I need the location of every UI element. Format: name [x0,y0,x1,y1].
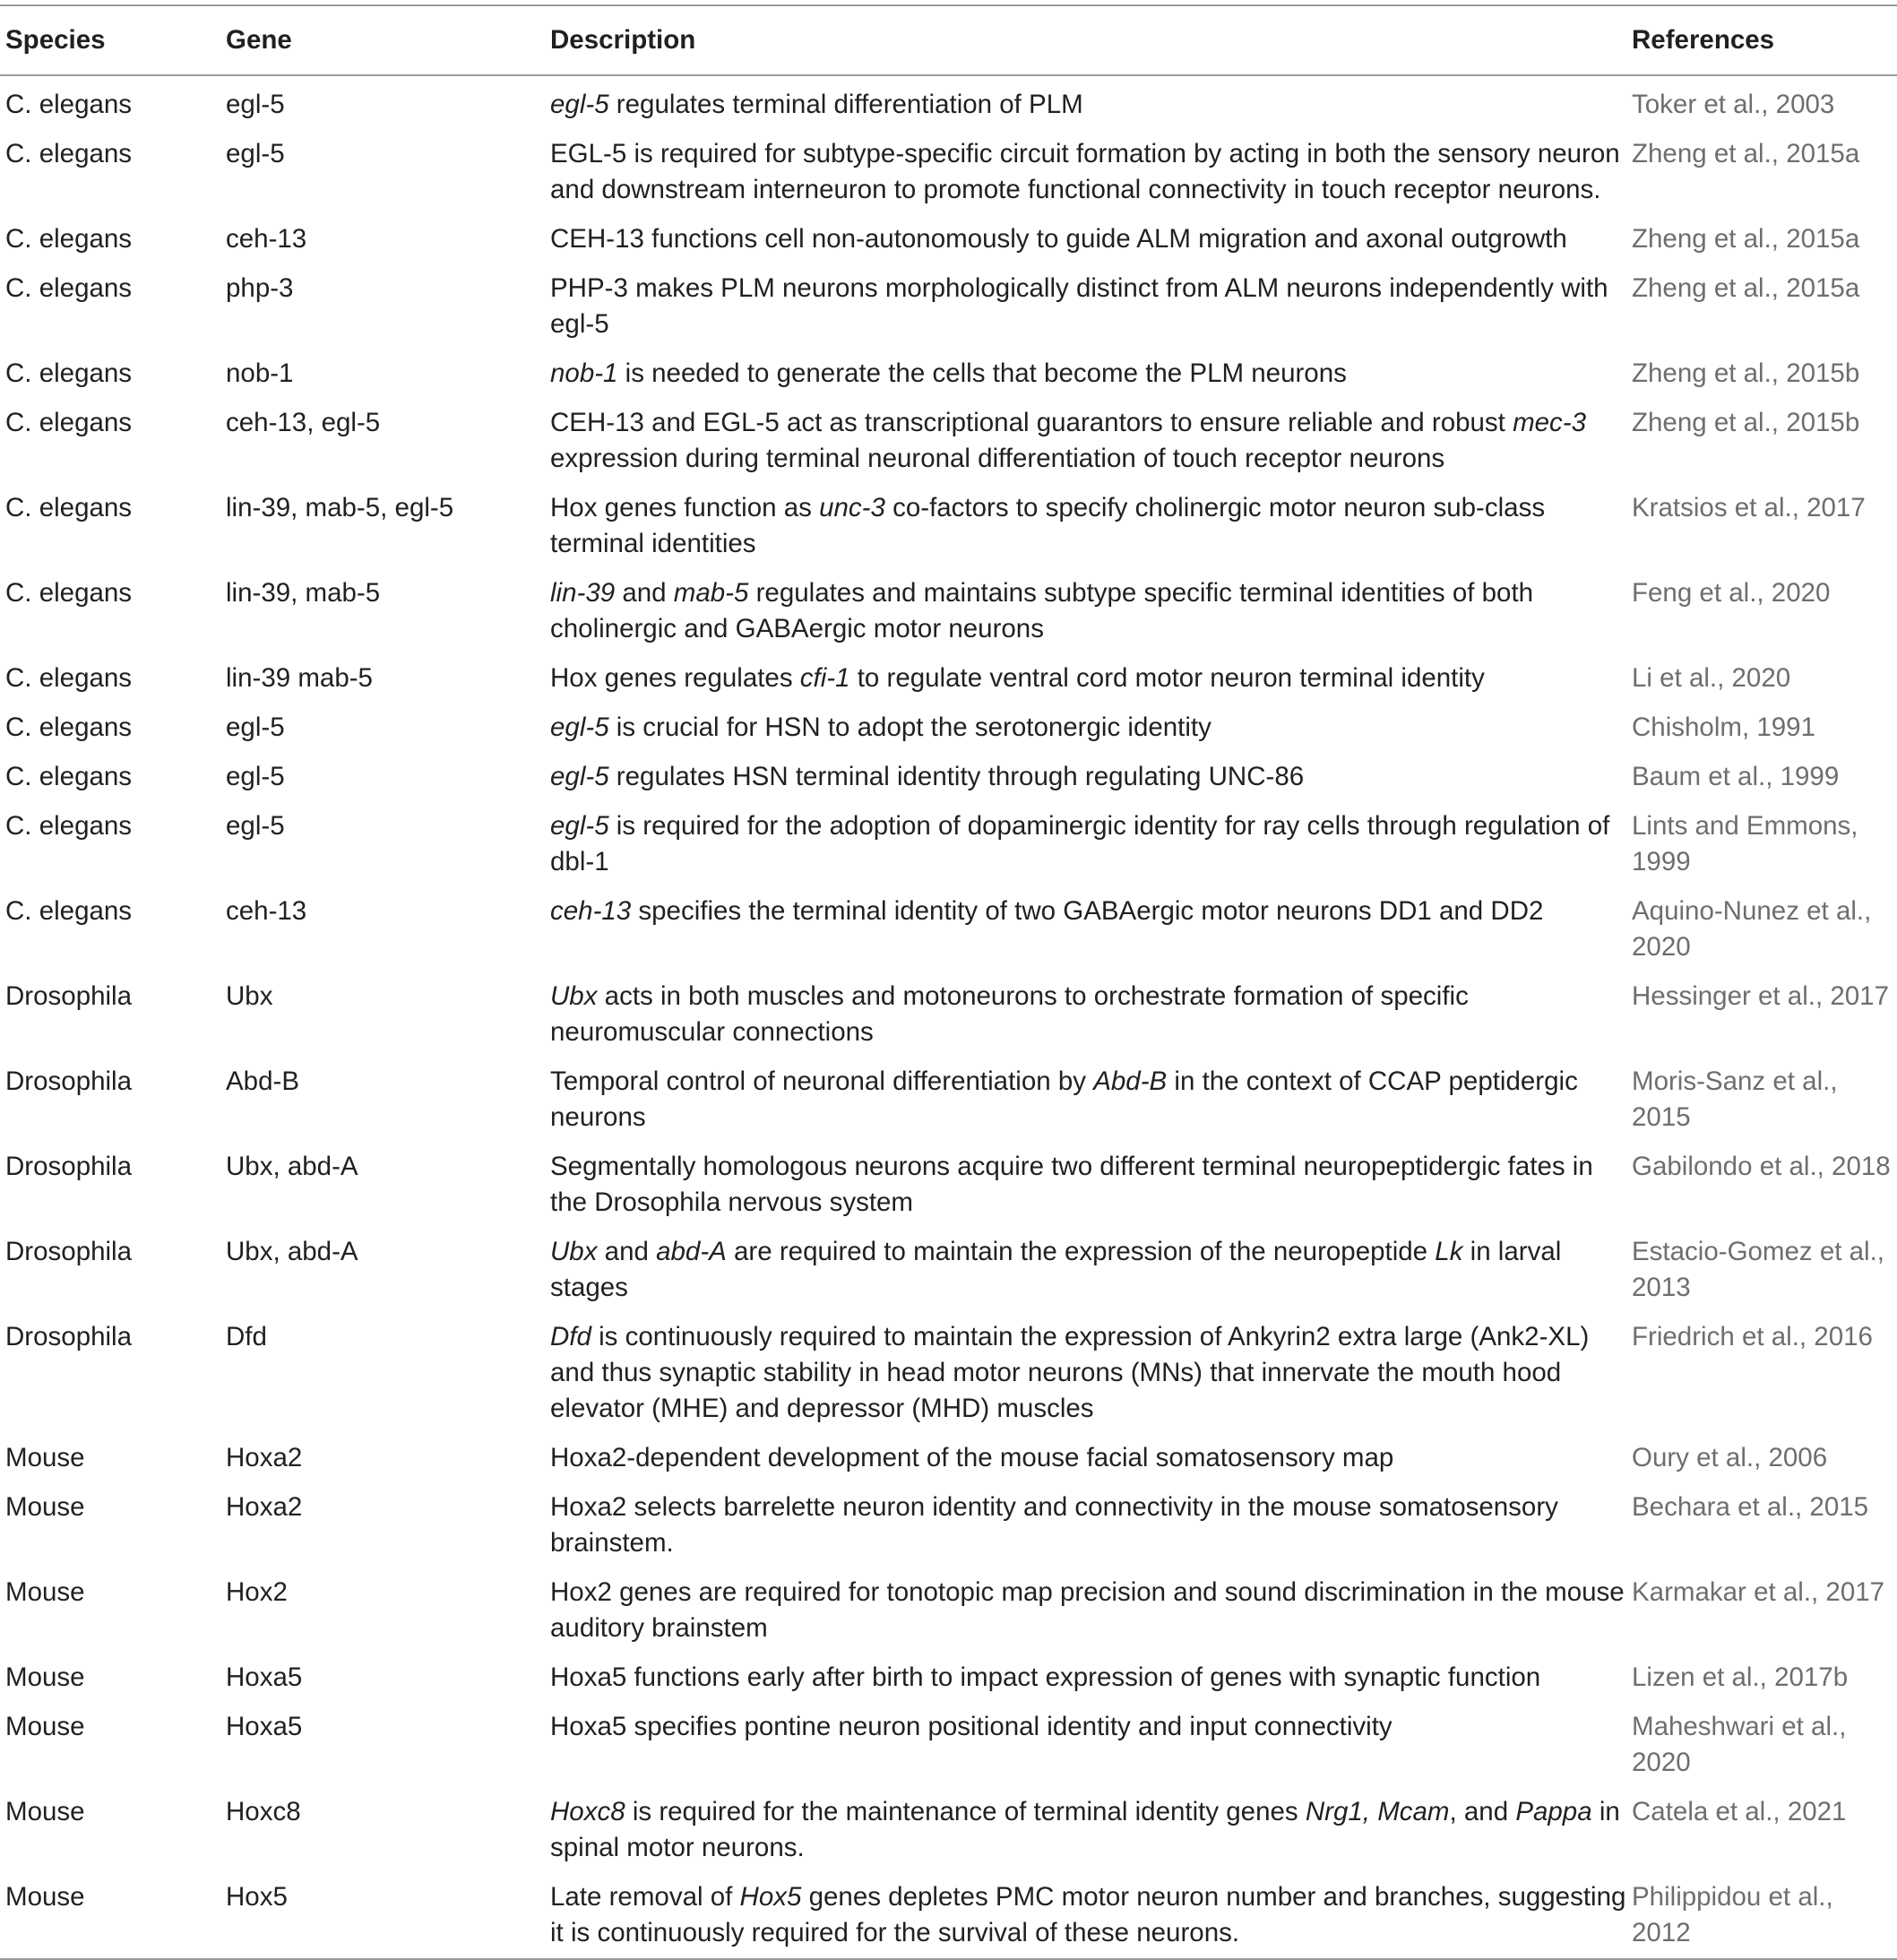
reference-cell: Zheng et al., 2015a [1632,139,1860,168]
table-row [0,802,1897,887]
gene-cell: ceh-13 [226,896,307,926]
description-cell [545,1313,1626,1434]
species-cell: Mouse [5,1712,85,1741]
hox-function-table-container [0,4,1897,1960]
description-text: Segmentally homologous neurons acquire two different terminal neuropeptidergic fates in the Drosophila nervous system [550,1152,1593,1217]
description-text: Hox genes function as [550,493,820,522]
reference-cell: Estacio-Gomez et al., 2013 [1632,1237,1884,1302]
species-cell: C. elegans [5,762,133,791]
description-text: Late removal of [550,1882,740,1912]
description-text: , and [1449,1797,1516,1826]
table-row [0,350,1897,399]
gene-cell: Hoxc8 [226,1797,301,1826]
description-text: are required to maintain the expression of the neuropeptide [726,1237,1436,1266]
description-gene-term: nob-1 [550,358,618,388]
description-cell [545,753,1626,802]
gene-cell: egl-5 [226,811,285,841]
species-cell: C. elegans [5,493,133,522]
table-row [0,1143,1897,1228]
gene-cell: Ubx, abd-A [226,1237,358,1266]
species-cell: Mouse [5,1577,85,1607]
description-text: regulates HSN terminal identity through regulating UNC-86 [608,762,1305,791]
reference-cell: Oury et al., 2006 [1632,1443,1828,1472]
gene-cell: Hoxa2 [226,1492,303,1522]
table-row [0,1788,1897,1873]
table-row [0,569,1897,654]
header-references: References [1632,25,1775,55]
description-text: is crucial for HSN to adopt the serotonergic identity [608,712,1211,742]
reference-cell: Zheng et al., 2015b [1632,358,1860,388]
description-text: and [615,578,674,608]
description-gene-term: unc-3 [819,493,885,522]
description-gene-term: Hoxc8 [550,1797,625,1826]
reference-cell: Gabilondo et al., 2018 [1632,1152,1891,1181]
reference-cell: Hessinger et al., 2017 [1632,981,1889,1011]
table-body [0,75,1897,1959]
description-cell [545,1228,1626,1313]
reference-cell: Zheng et al., 2015a [1632,224,1860,254]
description-cell [545,215,1626,264]
description-cell [545,1058,1626,1143]
description-text: expression during terminal neuronal differentiation of touch receptor neurons [550,444,1445,473]
description-text: Temporal control of neuronal differentiation by [550,1066,1094,1096]
description-gene-term: Nrg1, Mcam [1305,1797,1450,1826]
description-cell [545,1703,1626,1788]
reference-cell: Lints and Emmons, 1999 [1632,811,1858,876]
description-cell [545,1483,1626,1568]
table-row [0,1653,1897,1703]
description-cell [545,75,1626,130]
reference-cell: Karmakar et al., 2017 [1632,1577,1885,1607]
species-cell: Mouse [5,1662,85,1692]
species-cell: Mouse [5,1882,85,1912]
reference-cell: Friedrich et al., 2016 [1632,1322,1873,1351]
description-cell [545,654,1626,704]
reference-cell: Moris-Sanz et al., 2015 [1632,1066,1838,1132]
gene-cell: Hoxa5 [226,1712,303,1741]
table-row [0,130,1897,215]
description-gene-term: Abd-B [1093,1066,1168,1096]
gene-cell: php-3 [226,273,294,303]
table-row [0,704,1897,753]
reference-cell: Chisholm, 1991 [1632,712,1815,742]
table-header [0,5,1897,75]
description-gene-term: Ubx [550,1237,598,1266]
table-row [0,75,1897,130]
description-cell [545,704,1626,753]
reference-cell: Baum et al., 1999 [1632,762,1840,791]
description-cell [545,399,1626,484]
description-gene-term: egl-5 [550,762,609,791]
description-text: acts in both muscles and motoneurons to orchestrate formation of specific neuromuscular connections [550,981,1469,1047]
description-gene-term: Dfd [550,1322,591,1351]
species-cell: C. elegans [5,224,133,254]
description-text: co-factors to specify cholinergic motor neuron sub-class terminal identities [550,493,1546,558]
species-cell: C. elegans [5,811,133,841]
reference-cell: Feng et al., 2020 [1632,578,1831,608]
description-text: CEH-13 functions cell non-autonomously to guide ALM migration and axonal outgrowth [550,224,1567,254]
description-gene-term: lin-39 [550,578,616,608]
header-row [0,5,1897,75]
table-row [0,215,1897,264]
description-cell [545,887,1626,972]
table-row [0,264,1897,350]
reference-cell: Li et al., 2020 [1632,663,1791,693]
gene-cell: Dfd [226,1322,267,1351]
description-text: EGL-5 is required for subtype-specific circuit formation by acting in both the sensory neuron and downstream interneuron to promote functional connectivity in touch receptor neurons. [550,139,1620,204]
table-row [0,1313,1897,1434]
description-cell [545,802,1626,887]
description-text: Hoxa5 specifies pontine neuron positional identity and input connectivity [550,1712,1393,1741]
species-cell: C. elegans [5,358,133,388]
description-cell [545,1568,1626,1653]
description-gene-term: Lk [1435,1237,1463,1266]
gene-cell: Ubx, abd-A [226,1152,358,1181]
description-text: Hox genes regulates [550,663,800,693]
description-text: genes depletes PMC motor neuron number and branches, suggesting it is continuously required for the survival of these neurons. [550,1882,1626,1947]
species-cell: Drosophila [5,981,133,1011]
gene-cell: ceh-13, egl-5 [226,408,381,437]
species-cell: C. elegans [5,896,133,926]
table-row [0,1483,1897,1568]
description-text: Hoxa5 functions early after birth to impact expression of genes with synaptic function [550,1662,1541,1692]
reference-cell: Catela et al., 2021 [1632,1797,1847,1826]
description-text: Hoxa2-dependent development of the mouse facial somatosensory map [550,1443,1394,1472]
gene-cell: Hoxa2 [226,1443,303,1472]
species-cell: C. elegans [5,273,133,303]
description-gene-term: abd-A [656,1237,727,1266]
gene-cell: Abd-B [226,1066,299,1096]
description-gene-term: egl-5 [550,90,609,119]
species-cell: C. elegans [5,712,133,742]
description-text: Hoxa2 selects barrelette neuron identity and connectivity in the mouse somatosensory brainstem. [550,1492,1558,1558]
gene-cell: lin-39, mab-5 [226,578,381,608]
reference-cell: Toker et al., 2003 [1632,90,1835,119]
species-cell: Drosophila [5,1322,133,1351]
header-species: Species [5,25,106,55]
description-text: to regulate ventral cord motor neuron terminal identity [849,663,1485,693]
reference-cell: Kratsios et al., 2017 [1632,493,1866,522]
description-text: specifies the terminal identity of two GABAergic motor neurons DD1 and DD2 [631,896,1544,926]
description-text: PHP-3 makes PLM neurons morphologically distinct from ALM neurons independently with egl-5 [550,273,1608,339]
header-gene: Gene [226,25,292,55]
species-cell: C. elegans [5,663,133,693]
species-cell: Mouse [5,1443,85,1472]
table-row [0,1434,1897,1483]
species-cell: Drosophila [5,1237,133,1266]
hox-function-table [0,4,1897,1960]
gene-cell: nob-1 [226,358,294,388]
table-row [0,1058,1897,1143]
description-text: Hox2 genes are required for tonotopic map precision and sound discrimination in the mouse auditory brainstem [550,1577,1625,1643]
table-row [0,753,1897,802]
table-row [0,484,1897,569]
reference-cell: Bechara et al., 2015 [1632,1492,1869,1522]
species-cell: Drosophila [5,1152,133,1181]
description-gene-term: Pappa [1515,1797,1592,1826]
description-cell [545,1873,1626,1959]
description-text: is needed to generate the cells that become the PLM neurons [617,358,1347,388]
reference-cell: Lizen et al., 2017b [1632,1662,1849,1692]
gene-cell: lin-39, mab-5, egl-5 [226,493,454,522]
species-cell: Drosophila [5,1066,133,1096]
description-cell [545,1434,1626,1483]
gene-cell: Hoxa5 [226,1662,303,1692]
description-cell [545,1143,1626,1228]
table-row [0,1228,1897,1313]
description-gene-term: ceh-13 [550,896,632,926]
gene-cell: egl-5 [226,139,285,168]
description-gene-term: Ubx [550,981,598,1011]
header-description: Description [550,25,696,55]
reference-cell: Zheng et al., 2015a [1632,273,1860,303]
reference-cell: Zheng et al., 2015b [1632,408,1860,437]
description-cell [545,1653,1626,1703]
description-text: in spinal motor neurons. [550,1797,1620,1862]
description-cell [545,130,1626,215]
table-row [0,1703,1897,1788]
description-text: is required for the adoption of dopaminergic identity for ray cells through regulation of dbl-1 [550,811,1610,876]
species-cell: C. elegans [5,139,133,168]
table-row [0,972,1897,1058]
table-row [0,399,1897,484]
table-row [0,654,1897,704]
description-text: and [597,1237,657,1266]
table-row [0,1873,1897,1959]
description-gene-term: egl-5 [550,712,609,742]
gene-cell: lin-39 mab-5 [226,663,373,693]
description-gene-term: egl-5 [550,811,609,841]
description-text: is continuously required to maintain the expression of Ankyrin2 extra large (Ank2-XL) and thus synaptic stability in head motor neurons (MNs) that innervate the mouth hood elevator (MHE) and depressor (MHD) muscles [550,1322,1590,1423]
reference-cell: Maheshwari et al., 2020 [1632,1712,1847,1777]
description-text: CEH-13 and EGL-5 act as transcriptional guarantors to ensure reliable and robust [550,408,1513,437]
reference-cell: Philippidou et al., 2012 [1632,1882,1833,1947]
description-text: is required for the maintenance of terminal identity genes [625,1797,1306,1826]
description-text: in the context of CCAP peptidergic neurons [550,1066,1578,1132]
gene-cell: egl-5 [226,712,285,742]
table-row [0,887,1897,972]
description-gene-term: mec-3 [1513,408,1587,437]
gene-cell: egl-5 [226,762,285,791]
species-cell: C. elegans [5,408,133,437]
gene-cell: Ubx [226,981,273,1011]
description-cell [545,569,1626,654]
description-cell [545,350,1626,399]
description-text: regulates terminal differentiation of PLM [608,90,1083,119]
description-cell [545,972,1626,1058]
gene-cell: egl-5 [226,90,285,119]
table-row [0,1568,1897,1653]
description-cell [545,1788,1626,1873]
description-gene-term: Hox5 [739,1882,802,1912]
description-gene-term: cfi-1 [799,663,850,693]
species-cell: C. elegans [5,90,133,119]
description-text: regulates and maintains subtype specific terminal identities of both cholinergic and GABAergic motor neurons [550,578,1534,643]
description-text: in larval stages [550,1237,1562,1302]
description-cell [545,484,1626,569]
species-cell: C. elegans [5,578,133,608]
species-cell: Mouse [5,1492,85,1522]
reference-cell: Aquino-Nunez et al., 2020 [1632,896,1872,962]
description-gene-term: mab-5 [673,578,749,608]
description-cell [545,264,1626,350]
gene-cell: Hox5 [226,1882,288,1912]
gene-cell: Hox2 [226,1577,288,1607]
gene-cell: ceh-13 [226,224,307,254]
species-cell: Mouse [5,1797,85,1826]
